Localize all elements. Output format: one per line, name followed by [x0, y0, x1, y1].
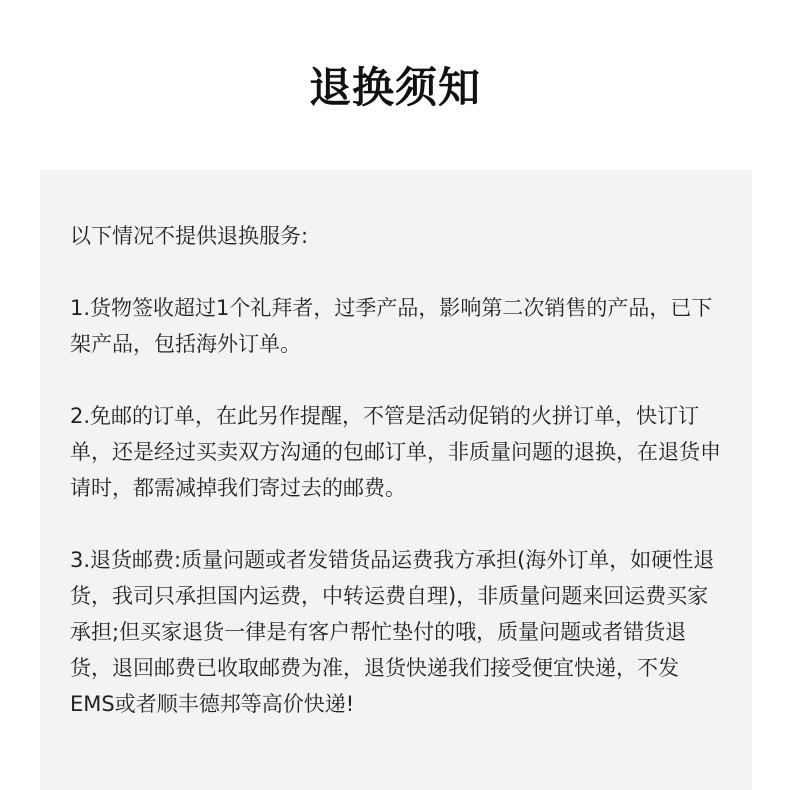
notice-clause-3: 3.退货邮费:质量问题或者发错货品运费我方承担(海外订单，如硬性退货，我司只承担国内运费，中转运费自理)，非质量问题来回运费买家承担;但买家退货一律是有客户帮忙垫付的哦，质量问题或者错货退货，退回邮费已收取邮费为准，退货快递我们接受便宜快递，不发EMS或者顺丰德邦等高价快递! [70, 548, 715, 716]
page-title: 退换须知 [308, 63, 481, 113]
return-notice-panel [40, 170, 752, 790]
notice-clause-2: 2.免邮的订单，在此另作提醒，不管是活动促销的火拼订单，快订订单，还是经过买卖双方沟通的包邮订单，非质量问题的退换，在退货申请时，都需减掉我们寄过去的邮费。 [70, 404, 721, 500]
notice-intro: 以下情况不提供退换服务: [70, 224, 309, 248]
notice-clause-1: 1.货物签收超过1个礼拜者，过季产品，影响第二次销售的产品，已下架产品，包括海外订单。 [70, 296, 713, 356]
